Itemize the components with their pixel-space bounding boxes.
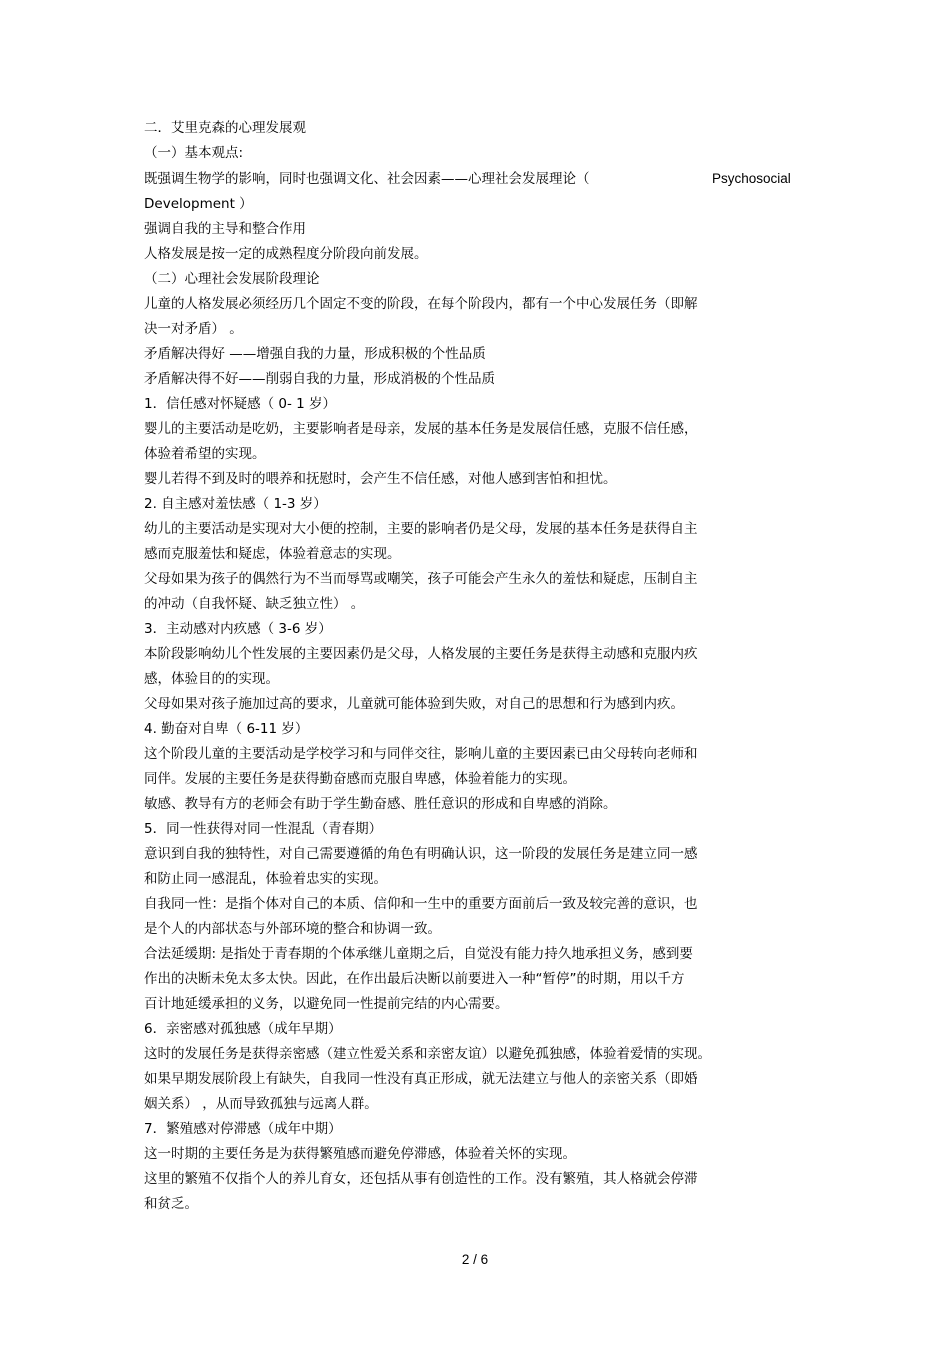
- text-line: 2. 自主感对羞怯感（ 1-3 岁）: [144, 496, 327, 512]
- text-line: 是个人的内部状态与外部环境的整合和协调一致。: [144, 921, 441, 937]
- text-line: 父母如果对孩子施加过高的要求，儿童就可能体验到失败，对自己的思想和行为感到内疚。: [144, 696, 684, 712]
- text-line: 决一对矛盾） 。: [144, 321, 243, 337]
- psychosocial-term: Psychosocial: [712, 171, 791, 186]
- text-line: 同伴。发展的主要任务是获得勤奋感而克服自卑感，体验着能力的实现。: [144, 771, 576, 787]
- text-line: 姻关系） ，从而导致孤独与远离人群。: [144, 1096, 378, 1112]
- text-line: 的冲动（自我怀疑、缺乏独立性） 。: [144, 596, 365, 612]
- text-line: 意识到自我的独特性，对自己需要遵循的角色有明确认识，这一阶段的发展任务是建立同一感: [144, 846, 698, 862]
- text-line: 婴儿若得不到及时的喂养和抚慰时，会产生不信任感，对他人感到害怕和担忧。: [144, 471, 617, 487]
- text-line: 作出的决断未免太多太快。因此，在作出最后决断以前要进入一种“暂停”的时期，用以千方: [144, 971, 685, 987]
- text-line: 和贫乏。: [144, 1196, 198, 1212]
- text-line: Development ）: [144, 196, 253, 212]
- text-line: 如果早期发展阶段上有缺失，自我同一性没有真正形成，就无法建立与他人的亲密关系（即婚: [144, 1071, 698, 1087]
- text-line: 矛盾解决得好 ——增强自我的力量，形成积极的个性品质: [144, 346, 486, 362]
- page-number: 2 / 6: [461, 1252, 489, 1267]
- text-line: 1．信任感对怀疑感（ 0- 1 岁）: [144, 396, 337, 412]
- text-line: 人格发展是按一定的成熟程度分阶段向前发展。: [144, 246, 428, 262]
- text-line: 6．亲密感对孤独感（成年早期）: [144, 1021, 342, 1037]
- text-line: 4. 勤奋对自卑（ 6-11 岁）: [144, 721, 309, 737]
- text-line: 幼儿的主要活动是实现对大小便的控制，主要的影响者仍是父母，发展的基本任务是获得自主: [144, 521, 698, 537]
- text-line: 3．主动感对内疚感（ 3-6 岁）: [144, 621, 332, 637]
- text-line: 矛盾解决得不好——削弱自我的力量，形成消极的个性品质: [144, 371, 495, 387]
- text-line: 7．繁殖感对停滞感（成年中期）: [144, 1121, 342, 1137]
- text-line: 这时的发展任务是获得亲密感（建立性爱关系和亲密友谊）以避免孤独感，体验着爱情的实现。: [144, 1046, 711, 1062]
- text-line: 二．艾里克森的心理发展观: [144, 120, 306, 136]
- text-line: 这个阶段儿童的主要活动是学校学习和与同伴交往，影响儿童的主要因素已由父母转向老师和: [144, 746, 698, 762]
- text-line: 5．同一性获得对同一性混乱（青春期）: [144, 821, 383, 837]
- text-line: 感，体验目的的实现。: [144, 671, 279, 687]
- text-line: 自我同一性：是指个体对自己的本质、信仰和一生中的重要方面前后一致及较完善的意识，也: [144, 896, 698, 912]
- text-line: 这一时期的主要任务是为获得繁殖感而避免停滞感，体验着关怀的实现。: [144, 1146, 576, 1162]
- text-line: 既强调生物学的影响，同时也强调文化、社会因素——心理社会发展理论（: [144, 171, 590, 187]
- text-line: 这里的繁殖不仅指个人的养儿育女，还包括从事有创造性的工作。没有繁殖，其人格就会停滞: [144, 1171, 698, 1187]
- text-line: 和防止同一感混乱，体验着忠实的实现。: [144, 871, 387, 887]
- text-line: 强调自我的主导和整合作用: [144, 221, 306, 237]
- text-line: 敏感、教导有方的老师会有助于学生勤奋感、胜任意识的形成和自卑感的消除。: [144, 796, 617, 812]
- text-line: 儿童的人格发展必须经历几个固定不变的阶段，在每个阶段内，都有一个中心发展任务（即解: [144, 296, 698, 312]
- text-line: 婴儿的主要活动是吃奶，主要影响者是母亲，发展的基本任务是发展信任感，克服不信任感，: [144, 421, 698, 437]
- text-line: （二）心理社会发展阶段理论: [144, 271, 320, 287]
- text-line: 体验着希望的实现。: [144, 446, 266, 462]
- text-line: 父母如果为孩子的偶然行为不当而辱骂或嘲笑，孩子可能会产生永久的羞怯和疑虑，压制自主: [144, 571, 698, 587]
- text-line: 百计地延缓承担的义务，以避免同一性提前完结的内心需要。: [144, 996, 509, 1012]
- text-line: 感而克服羞怯和疑虑，体验着意志的实现。: [144, 546, 401, 562]
- text-line: （一）基本观点:: [144, 145, 244, 161]
- text-line: 本阶段影响幼儿个性发展的主要因素仍是父母，人格发展的主要任务是获得主动感和克服内疚: [144, 646, 698, 662]
- text-line: 合法延缓期: 是指处于青春期的个体承继儿童期之后，自觉没有能力持久地承担义务，感到要: [144, 946, 693, 962]
